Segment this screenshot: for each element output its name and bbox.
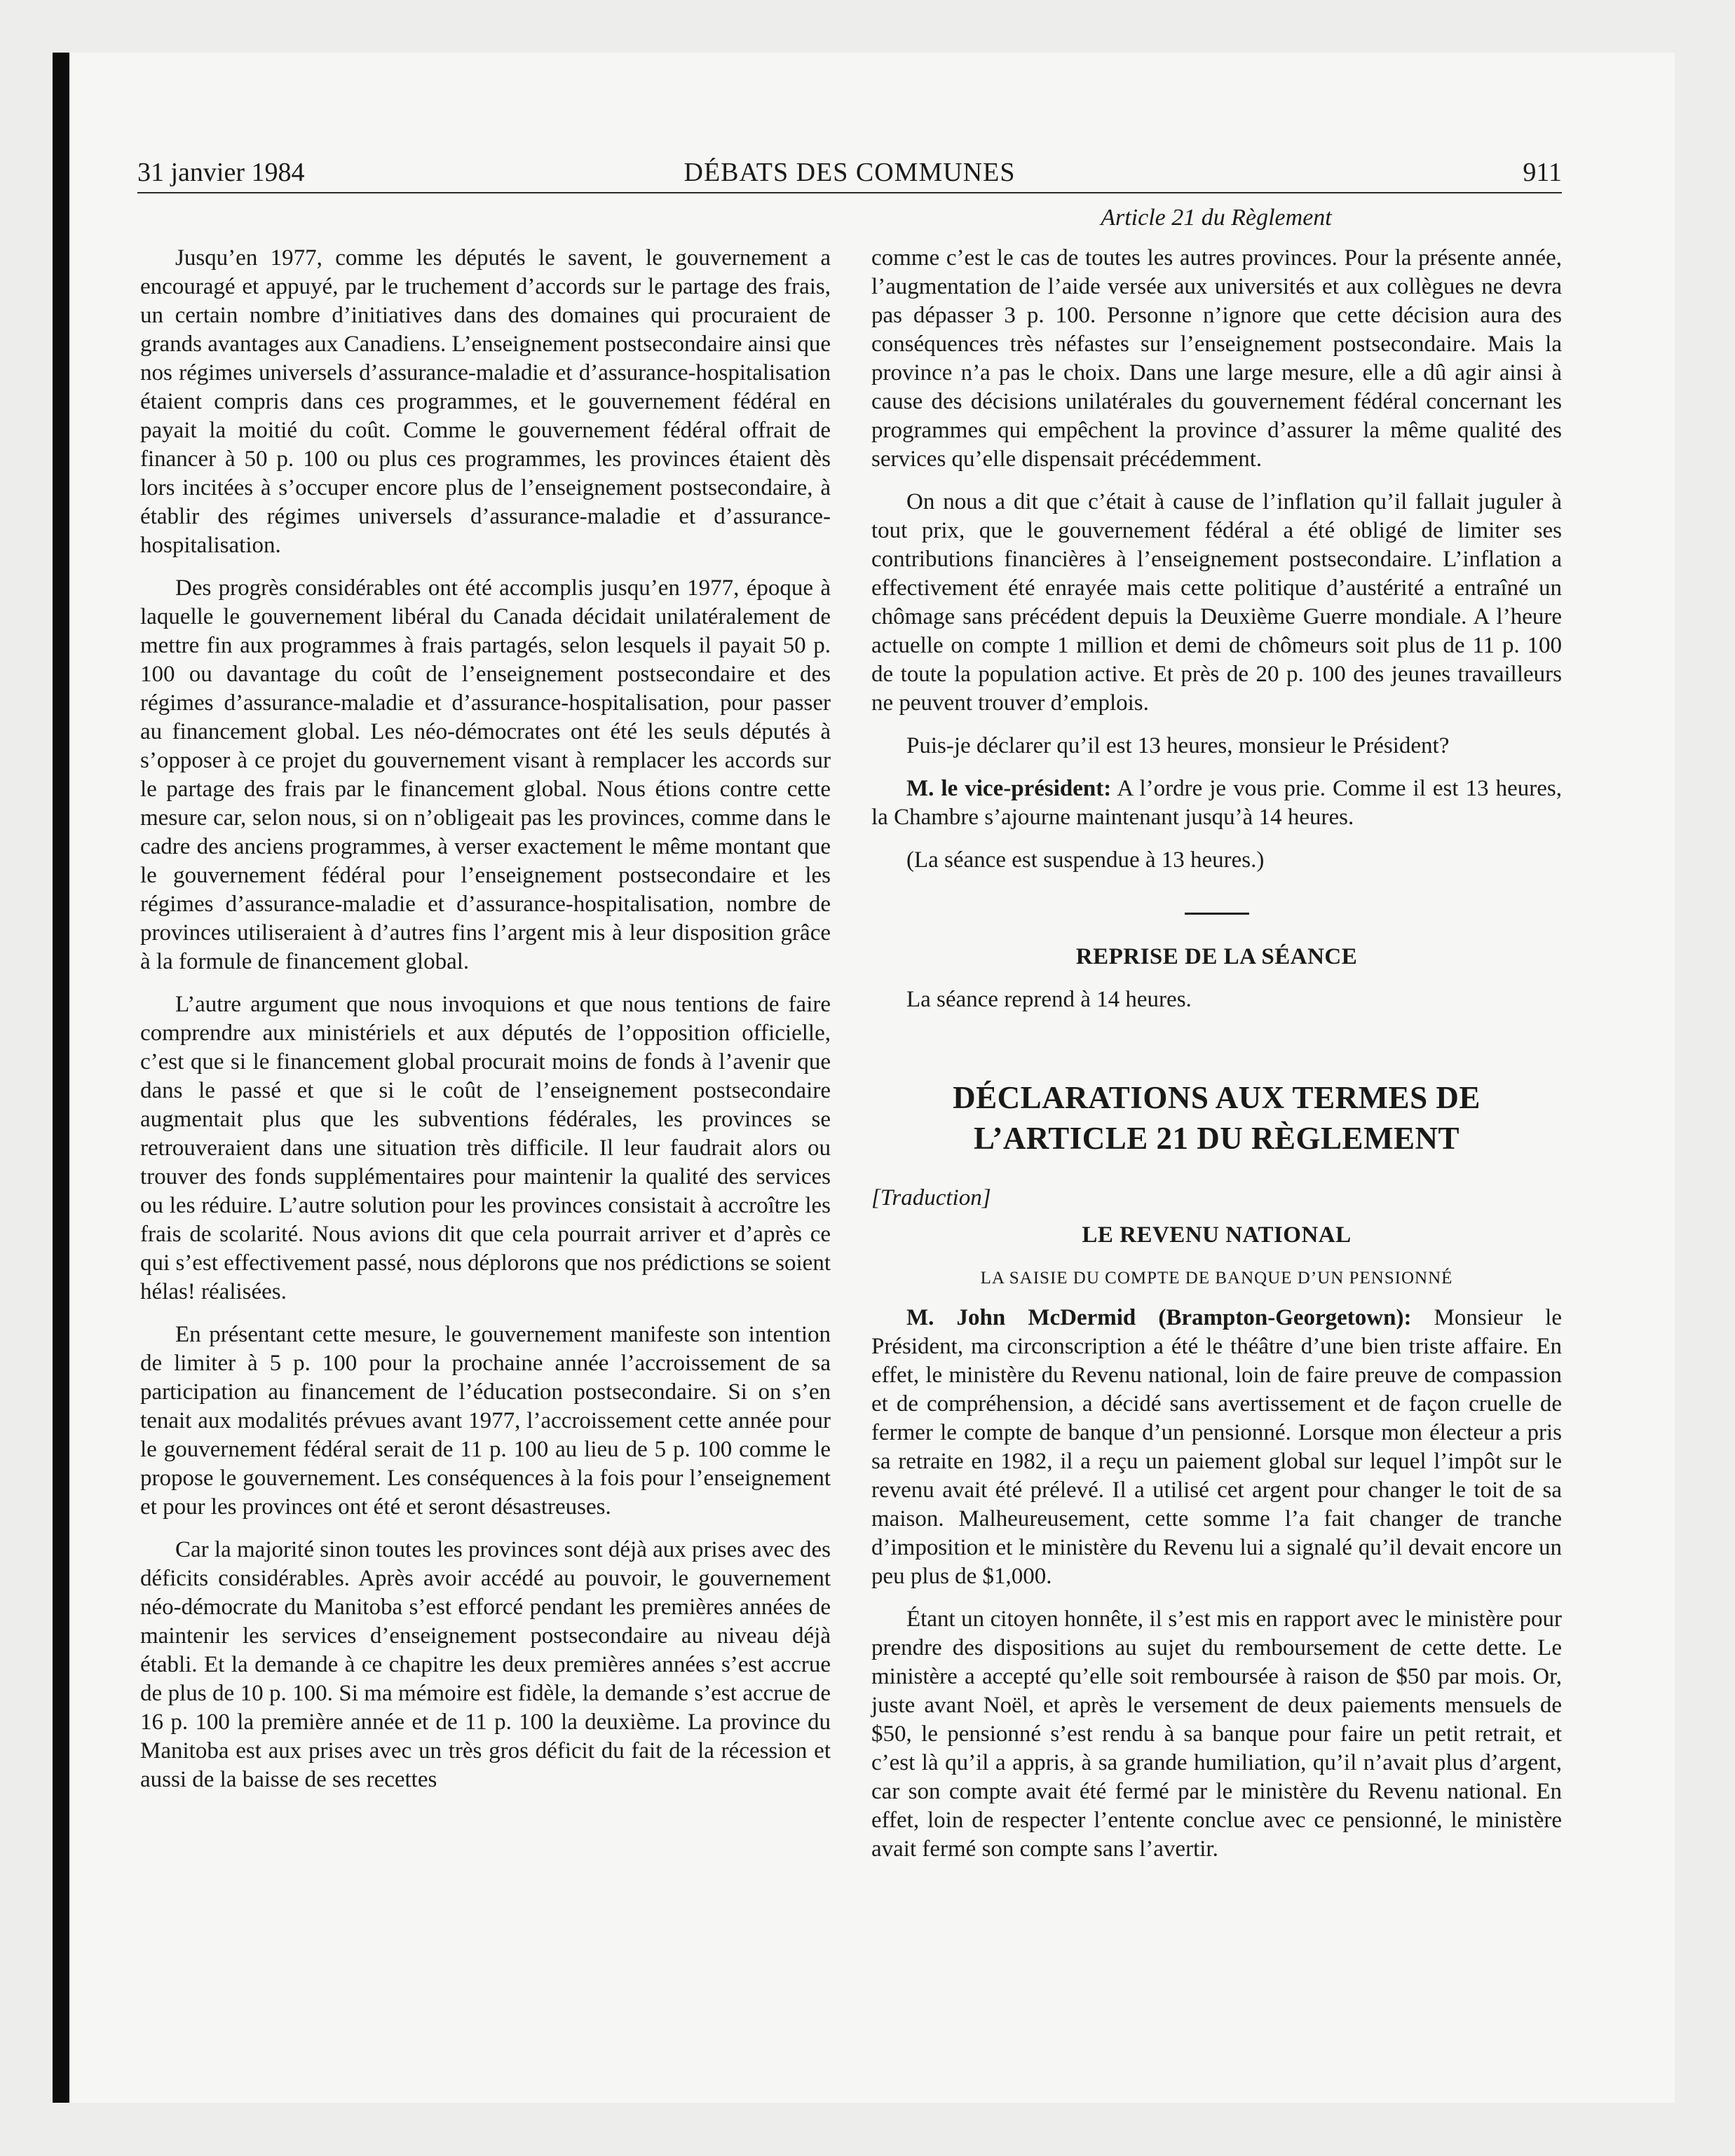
paragraph: (La séance est suspendue à 13 heures.): [906, 847, 1265, 873]
paragraph: comme c’est le cas de toutes les autres provinces. Pour la présente année, l’augmentation de l’aide versée aux universités et aux collègues ne devra pas dépasser 3 p. 100. Personne n’ignore que cette décision aura des conséquences très néfastes sur l’enseignement postsecondaire. Mais la province n’a pas le choix. Dans une large mesure, elle a dû agir ainsi à cause des décisions unilatérales du gouvernement fédéral concernant les programmes qui empêchent la province d’assurer la même qualité des services qu’elle dispensait précédemment.: [871, 245, 1562, 472]
paragraph: Jusqu’en 1977, comme les députés le savent, le gouvernement a encouragé et appuyé, par le truchement d’accords sur le partage des frais, un certain nombre d’initiatives dans des domaines qui procuraient de grands avantages aux Canadiens. L’enseignement postsecondaire ainsi que nos régimes universels d’assurance-maladie et d’assurance-hospitalisation étaient compris dans ces programmes, et le gouvernement fédéral en payait la moitié du coût. Comme le gouvernement fédéral offrait de financer à 50 p. 100 ou plus ces programmes, les provinces étaient dès lors incitées à s’occuper encore plus de l’enseignement postsecondaire, à établir des régimes universels d’assurance-maladie et d’assurance-hospitalisation.: [140, 245, 831, 558]
paragraph: Puis-je déclarer qu’il est 13 heures, monsieur le Président?: [906, 733, 1450, 758]
paragraph: On nous a dit que c’était à cause de l’inflation qu’il fallait juguler à tout prix, que le gouvernement fédéral a été obligé de limiter ses contributions financières à l’enseignement postsecondaire. L’inflation a effectivement été enrayée mais cette politique d’austérité a entraîné un chômage sans précédent depuis la Deuxième Guerre mondiale. A l’heure actuelle on compte 1 million et demi de chômeurs soit plus de 11 p. 100 de toute la population active. Et près de 20 p. 100 des jeunes travailleurs ne peuvent trouver d’emplois.: [871, 489, 1562, 716]
header-date: 31 janvier 1984: [137, 158, 305, 187]
paragraph: La séance reprend à 14 heures.: [906, 987, 1192, 1012]
speech-text: A l’ordre je vous prie. Comme il est 13 heures, la Chambre s’ajourne maintenant jusqu’à 14 heures.: [871, 776, 1562, 830]
section-divider: [1185, 913, 1249, 915]
major-heading: [871, 1077, 1562, 1159]
paragraph: Étant un citoyen honnête, il s’est mis en rapport avec le ministère pour prendre des dispositions au sujet du remboursement de cette dette. Le ministère a accepté qu’elle soit remboursée à raison de $50 par mois. Or, juste avant Noël, et après le versement de deux paiements mensuels de $50, le pensionné s’est rendu à sa banque pour faire un petit retrait, et c’est là qu’il a appris, à sa grande humiliation, qu’il n’avait plus d’argent, car son compte avait été fermé par le ministère du Revenu national. En effet, loin de respecter l’entente conclue avec ce pensionné, le ministère avait fermé son compte sans l’avertir.: [871, 1606, 1562, 1862]
speech-paragraph: [871, 775, 1562, 832]
translation-note: [Traduction]: [871, 1185, 991, 1210]
paragraph: Car la majorité sinon toutes les provinces sont déjà aux prises avec des déficits considérables. Après avoir accédé au pouvoir, le gouvernement néo-démocrate du Manitoba s’est efforcé pendant les premières années de maintenir les services d’enseignement postsecondaire au niveau déjà établi. Et la demande à ce chapitre les deux premières années s’est accrue de plus de 10 p. 100. Si ma mémoire est fidèle, la demande s’est accrue de 16 p. 100 la première année et de 11 p. 100 la deuxième. La province du Manitoba est aux prises avec un très gros déficit du fait de la récession et aussi de la baisse de ses recettes: [140, 1537, 831, 1792]
topic-heading: LE REVENU NATIONAL: [1082, 1222, 1352, 1248]
speech-text: Monsieur le Président, ma circonscription a été le théâtre d’une bien triste affaire. En effet, le ministère du Revenu national, loin de faire preuve de compassion et de compréhension, a décidé sans avertissement et de façon cruelle de fermer le compte de banque d’un pensionné. Lorsque mon électeur a pris sa retraite en 1982, il a reçu un paiement global sur lequel l’impôt sur le revenu avait été prélevé. Il a utilisé cet argent pour changer le toit de sa maison. Malheureusement, cette somme l’a fait changer de tranche d’imposition et le ministère du Revenu lui a signalé qu’il devait encore un peu plus de $1,000.: [871, 1305, 1562, 1589]
running-subheader: Article 21 du Règlement: [1101, 205, 1332, 231]
major-heading-line: DÉCLARATIONS AUX TERMES DE: [953, 1080, 1481, 1115]
left-column: [140, 244, 831, 1808]
right-column: [871, 244, 1562, 1878]
paragraph: L’autre argument que nous invoquions et que nous tentions de faire comprendre aux ministériels et aux députés de l’opposition officielle, c’est que si le financement global procurait moins de fonds à l’avenir que dans le passé et que si le coût de l’enseignement postsecondaire augmentait plus que les subventions fédérales, les provinces se retrouveraient dans une situation très difficile. Il leur faudrait alors ou trouver des fonds supplémentaires pour maintenir la qualité des services ou les réduire. L’autre solution pour les provinces consistait à accroître les frais de scolarité. Nous avions dit que cela pourrait arriver et d’après ce qui s’est effectivement passé, nous déplorons que nos prédictions se soient hélas! réalisées.: [140, 992, 831, 1304]
paragraph: Des progrès considérables ont été accomplis jusqu’en 1977, époque à laquelle le gouvernement libéral du Canada décidait unilatéralement de mettre fin aux programmes à frais partagés, selon lesquels il payait 50 p. 100 ou davantage du coût de l’enseignement postsecondaire et des régimes d’assurance-maladie et d’assurance-hospitalisation, pour passer au financement global. Les néo-démocrates ont été les seuls députés à s’opposer à ce projet du gouvernement visant à remplacer les accords sur le partage des frais par le financement global. Nous étions contre cette mesure car, selon nous, si on n’obligeait pas les provinces, comme dans le cadre des anciens programmes, à verser exactement le même montant que le gouvernement fédéral pour l’enseignement postsecondaire et les régimes d’assurance-maladie et d’assurance-hospitalisation, nombre de provinces utiliseraient à d’autres fins l’argent mis à leur disposition grâce à la formule de financement global.: [140, 575, 831, 974]
subtopic-heading: LA SAISIE DU COMPTE DE BANQUE D’UN PENSIONNÉ: [980, 1269, 1453, 1288]
section-heading: REPRISE DE LA SÉANCE: [1075, 944, 1358, 969]
running-header: [137, 153, 1562, 193]
header-title: DÉBATS DES COMMUNES: [683, 158, 1016, 187]
speaker-name: M. le vice-président:: [906, 776, 1112, 801]
page-number: 911: [1523, 158, 1562, 187]
speaker-name: M. John McDermid (Brampton-Georgetown):: [906, 1305, 1412, 1330]
speech-paragraph: [871, 1304, 1562, 1591]
paragraph: En présentant cette mesure, le gouvernement manifeste son intention de limiter à 5 p. 100 pour la prochaine année l’accroissement de sa participation au financement de l’éducation postsecondaire. Si on s’en tenait aux modalités prévues avant 1977, l’accroissement cette année pour le gouvernement fédéral serait de 11 p. 100 au lieu de 5 p. 100 comme le propose le gouvernement. Les conséquences à la fois pour l’enseignement et pour les provinces ont été et seront désastreuses.: [140, 1322, 831, 1520]
scan-edge: [53, 53, 69, 2103]
major-heading-line: L’ARTICLE 21 DU RÈGLEMENT: [973, 1121, 1460, 1156]
